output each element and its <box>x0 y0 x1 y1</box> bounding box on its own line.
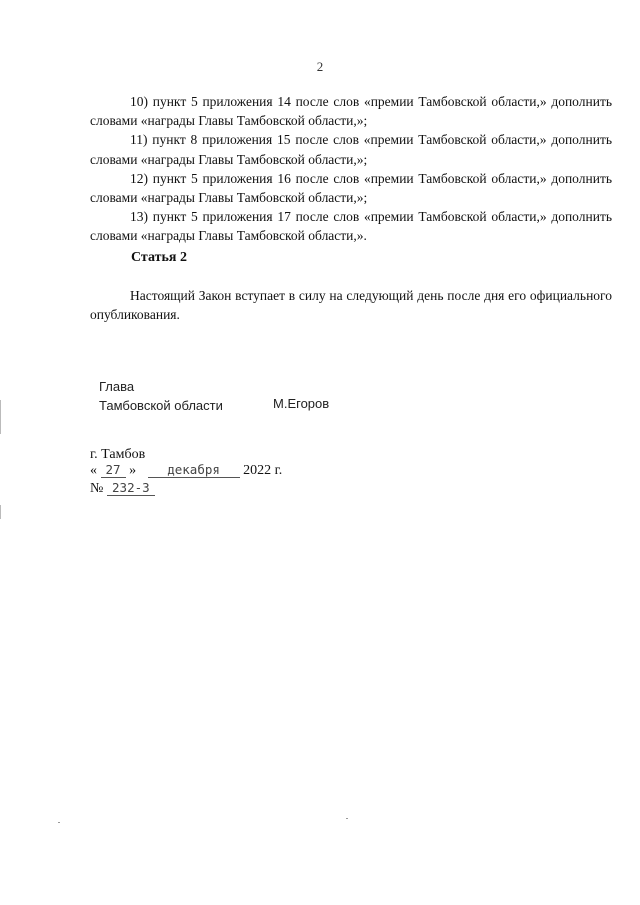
date-month: декабря <box>148 462 240 478</box>
amendments-list <box>90 92 612 246</box>
article-text-line2: официального опубликования. <box>90 288 612 323</box>
article-body <box>90 286 612 324</box>
list-item-first-line: 12) пункт 5 приложения 16 после слов «премии Тамбовской области,» <box>130 170 547 186</box>
place-of-signing: г. Тамбов <box>90 447 146 462</box>
scan-margin-mark <box>0 400 1 434</box>
date-year: 2022 г. <box>243 463 283 478</box>
signature-line2: Тамбовской области <box>99 398 223 413</box>
list-item-second-line: дополнить словами «награды Главы Тамбовской области,»; <box>90 132 613 167</box>
list-item <box>90 169 612 207</box>
article-title: Статья 2 <box>131 250 187 265</box>
list-item-first-line: 13) пункт 5 приложения 17 после слов «премии Тамбовской области,» <box>130 209 547 225</box>
scan-speck <box>346 818 348 819</box>
list-item-first-line: 11) пункт 8 приложения 15 после слов «премии Тамбовской области,» <box>130 132 547 148</box>
list-item <box>90 92 612 130</box>
list-item-second-line: дополнить словами «награды Главы Тамбовской области,»; <box>90 94 613 129</box>
scan-margin-mark <box>0 505 1 519</box>
signing-date <box>90 462 282 479</box>
article-text-line1: Настоящий Закон вступает в силу на следующий день после дня его <box>130 288 527 303</box>
number-label: № <box>90 481 104 496</box>
signature-title <box>99 377 223 415</box>
signatory-name: М.Егоров <box>273 396 330 411</box>
list-item <box>90 130 612 168</box>
list-item <box>90 207 612 245</box>
number-value: 232-З <box>107 480 155 496</box>
law-number <box>90 480 155 497</box>
date-close-quote: » <box>129 463 137 478</box>
scan-speck <box>58 822 60 823</box>
date-day: 27 <box>101 462 126 478</box>
list-item-second-line: дополнить словами «награды Главы Тамбовской области,». <box>90 209 613 244</box>
date-open-quote: « <box>90 463 97 478</box>
article-paragraph <box>90 286 612 324</box>
signature-line1: Глава <box>99 379 135 394</box>
list-item-first-line: 10) пункт 5 приложения 14 после слов «премии Тамбовской области,» <box>130 94 547 109</box>
list-item-second-line: дополнить словами «награды Главы Тамбовской области,»; <box>90 170 613 206</box>
page-number: 2 <box>316 59 324 74</box>
